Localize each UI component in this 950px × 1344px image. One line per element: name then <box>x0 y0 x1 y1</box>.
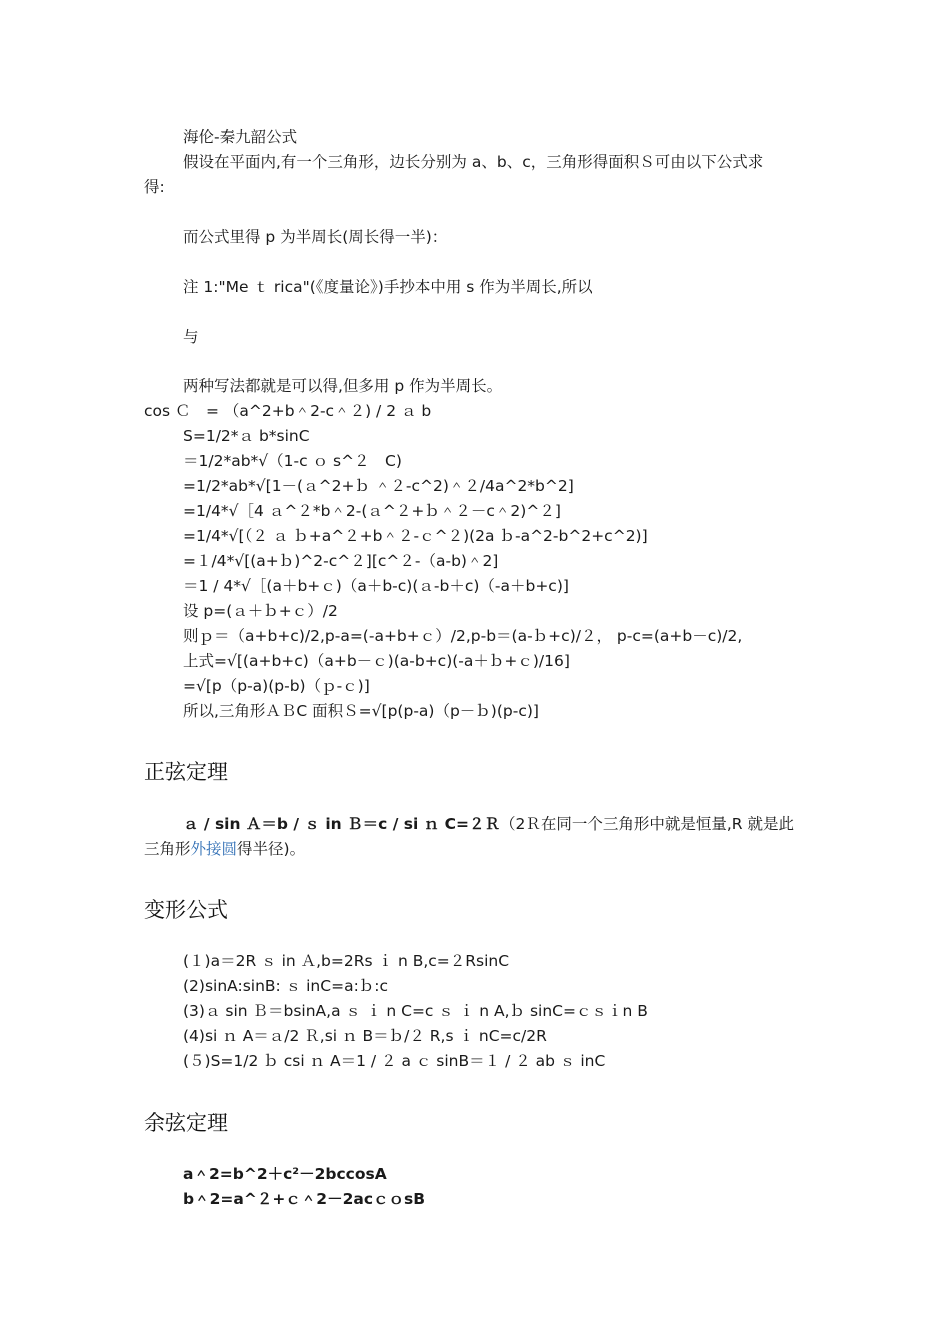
heron-intro-line2: 得: <box>144 178 165 196</box>
heron-both-line: 两种写法都就是可以得,但多用 p 作为半周长。 <box>183 377 503 395</box>
derivation-line: =√[p（p-a)(p-b)（ｐ-ｃ)] <box>183 677 370 695</box>
transform-item: (５)S=1/2 ｂ csi ｎ A＝1 / ２ a ｃ sinB＝１ / ２ ab ｓ inC <box>183 1052 606 1070</box>
heron-title: 海伦-秦九韶公式 <box>183 128 298 146</box>
derivation-line: =1/4*√[（２ ａ ｂ+a^２+b＾２-ｃ^２)(2a ｂ-a^2-b^2+c^2)] <box>183 527 648 545</box>
derivation-line: 上式=√[(a+b+c)（a+b－ｃ)(a-b+c)(-a＋ｂ+ｃ)/16] <box>183 652 570 670</box>
transform-heading: 变形公式 <box>144 898 228 922</box>
transform-item: (2)sinA:sinB: ｓ inC=a:ｂ:c <box>183 977 389 995</box>
heron-and-line: 与 <box>183 328 199 346</box>
sine-law-desc-part3: 得半径)。 <box>237 840 306 858</box>
circumcircle-link[interactable]: 外接圆 <box>190 840 238 858</box>
transform-item: (１)a＝2R ｓ in Ａ,b=2Rs ｉ n B,c=２RsinC <box>183 952 510 970</box>
derivation-line: =1/2*ab*√[1－(ａ^2+ｂ ＾２-c^2)＾２/4a^2*b^2] <box>183 477 574 495</box>
heron-intro-line1: 假设在平面内,有一个三角形，边长分别为 a、b、c，三角形得面积Ｓ可由以下公式求 <box>183 153 764 171</box>
sine-law-heading: 正弦定理 <box>144 760 228 784</box>
derivation-line: =1/4*√［4 ａ^２*b＾2-(ａ^２+ｂ＾２－c＾2)^２] <box>183 502 561 520</box>
sine-law-desc-part2: 三角形 <box>144 840 191 858</box>
derivation-line: cos Ｃ = （a^2+b＾2-c＾２) / 2 ａ b <box>144 402 432 420</box>
derivation-line: =１/4*√[(a+ｂ)^2-c^２][c^２-（a-b)＾2] <box>183 552 499 570</box>
sine-law-desc-part1: （2Ｒ在同一个三角形中就是恒量,R 就是此 <box>499 815 794 833</box>
transform-item: (4)si ｎ A＝ａ/2 Ｒ,si ｎ B＝ｂ/２ R,s ｉ nC=c/2R <box>183 1027 547 1045</box>
sine-law-formula: ａ / sin Ａ＝b / ｓ in Ｂ＝c / si ｎ C=２Ｒ <box>183 815 500 833</box>
derivation-line: 则ｐ＝（a+b+c)/2,p-a=(-a+b+ｃ）/2,p-b＝(a-ｂ+c)/２， p-c=(a+b－c)/2, <box>183 627 743 645</box>
sine-law-line2 <box>144 839 305 859</box>
transform-item: (3)ａ sin Ｂ＝bsinA,a ｓ ｉ n C=c ｓ ｉ n A,ｂ sinC=ｃｓｉn B <box>183 1002 648 1020</box>
heron-note-line: 注 1:"Me ｔ rica"(《度量论》)手抄本中用 s 作为半周长,所以 <box>183 278 593 296</box>
derivation-line: 设 p=(ａ＋ｂ+ｃ）/2 <box>183 602 338 620</box>
derivation-line: ＝1/2*ab*√（1-c ｏ s^２ C) <box>183 452 402 470</box>
cosine-law-item: a＾2=b^2＋c²－2bccosA <box>183 1165 387 1183</box>
heron-p-line: 而公式里得 p 为半周长(周长得一半)： <box>183 228 448 246</box>
derivation-line: S=1/2*ａ b*sinC <box>183 427 310 445</box>
cosine-law-heading: 余弦定理 <box>144 1111 228 1135</box>
derivation-line: 所以,三角形ＡＢC 面积Ｓ=√[p(p-a)（p－ｂ)(p-c)] <box>183 702 539 720</box>
cosine-law-item: b＾2=a^２+ｃ＾2－2acｃｏsB <box>183 1190 426 1208</box>
sine-law-line1 <box>183 814 794 834</box>
derivation-line: ＝1 / 4*√［(a＋b+ｃ)（a＋b-c)(ａ-b＋c)（-a＋b+c)] <box>183 577 569 595</box>
